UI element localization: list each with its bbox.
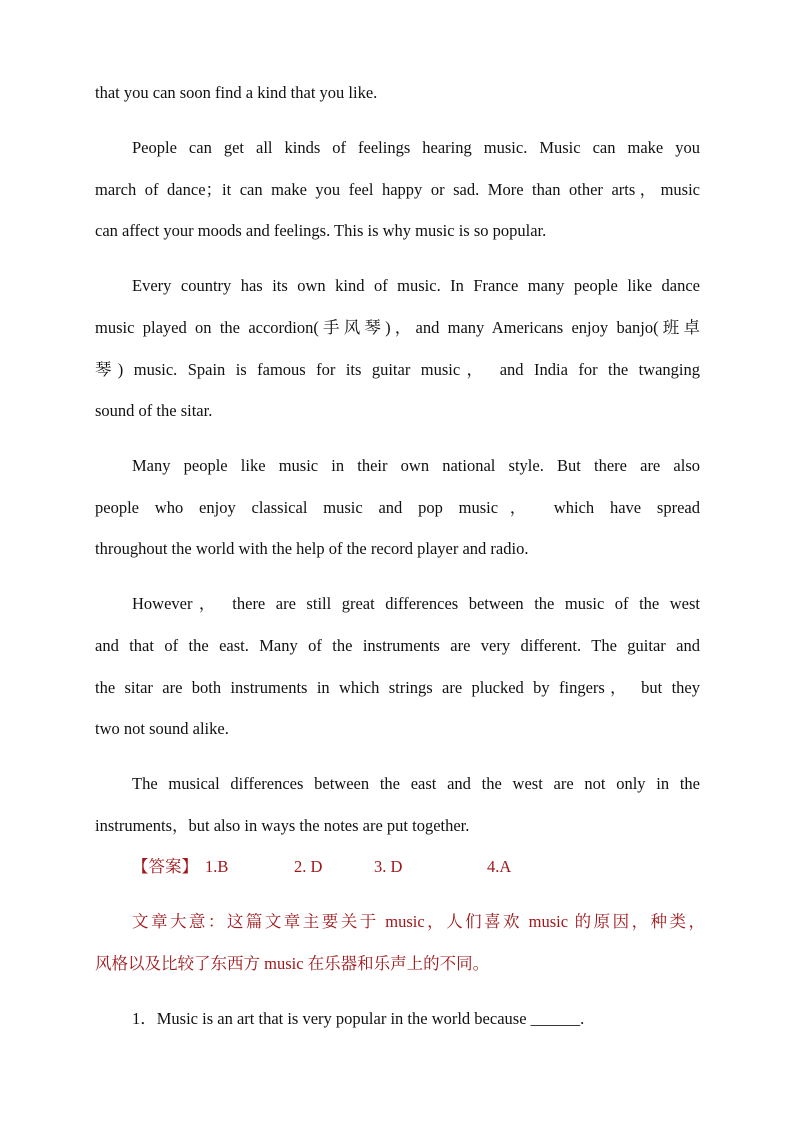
passage-line: two not sound alike. [95,719,229,738]
answer-item: 1.B [205,857,229,876]
passage-line: that you can soon find a kind that you like. [95,83,378,102]
answer-item: 3. D [374,857,403,876]
answer-item: 4.A [487,857,512,876]
passage-line: The musical differences between the east and the west are not only in the [132,774,700,793]
passage-line: people who enjoy classical music and pop music， which have spread [95,498,700,517]
passage-line: People can get all kinds of feelings hearing music. Music can make you [132,138,700,157]
passage-line: 琴) music. Spain is famous for its guitar music， and India for the twanging [95,360,700,379]
passage-line: can affect your moods and feelings. This is why music is so popular. [95,221,547,240]
passage-line: march of dance；it can make you feel happy or sad. More than other arts，music [95,180,700,199]
passage-line: However， there are still great differences between the music of the west [132,594,700,613]
summary-line: 文章大意：这篇文章主要关于 music，人们喜欢 music 的原因，种类， [132,912,705,931]
passage-line: music played on the accordion(手风琴)，and many Americans enjoy banjo(班卓 [95,318,700,337]
passage-line: instruments，but also in ways the notes are put together. [95,816,470,835]
summary-line: 风格以及比较了东西方 music 在乐器和乐声上的不同。 [95,954,490,973]
answer-label: 【答案】 [132,857,198,876]
passage-line: sound of the sitar. [95,401,213,420]
passage-line: and that of the east. Many of the instruments are very different. The guitar and [95,636,700,655]
passage-line: the sitar are both instruments in which strings are plucked by fingers， but they [95,678,700,697]
passage-line: Many people like music in their own national style. But there are also [132,456,700,475]
passage-line: Every country has its own kind of music. In France many people like dance [132,276,700,295]
answer-item: 2. D [294,857,323,876]
passage-line: throughout the world with the help of the record player and radio. [95,539,529,558]
question-text: 1．Music is an art that is very popular in the world because ______. [132,1009,585,1028]
